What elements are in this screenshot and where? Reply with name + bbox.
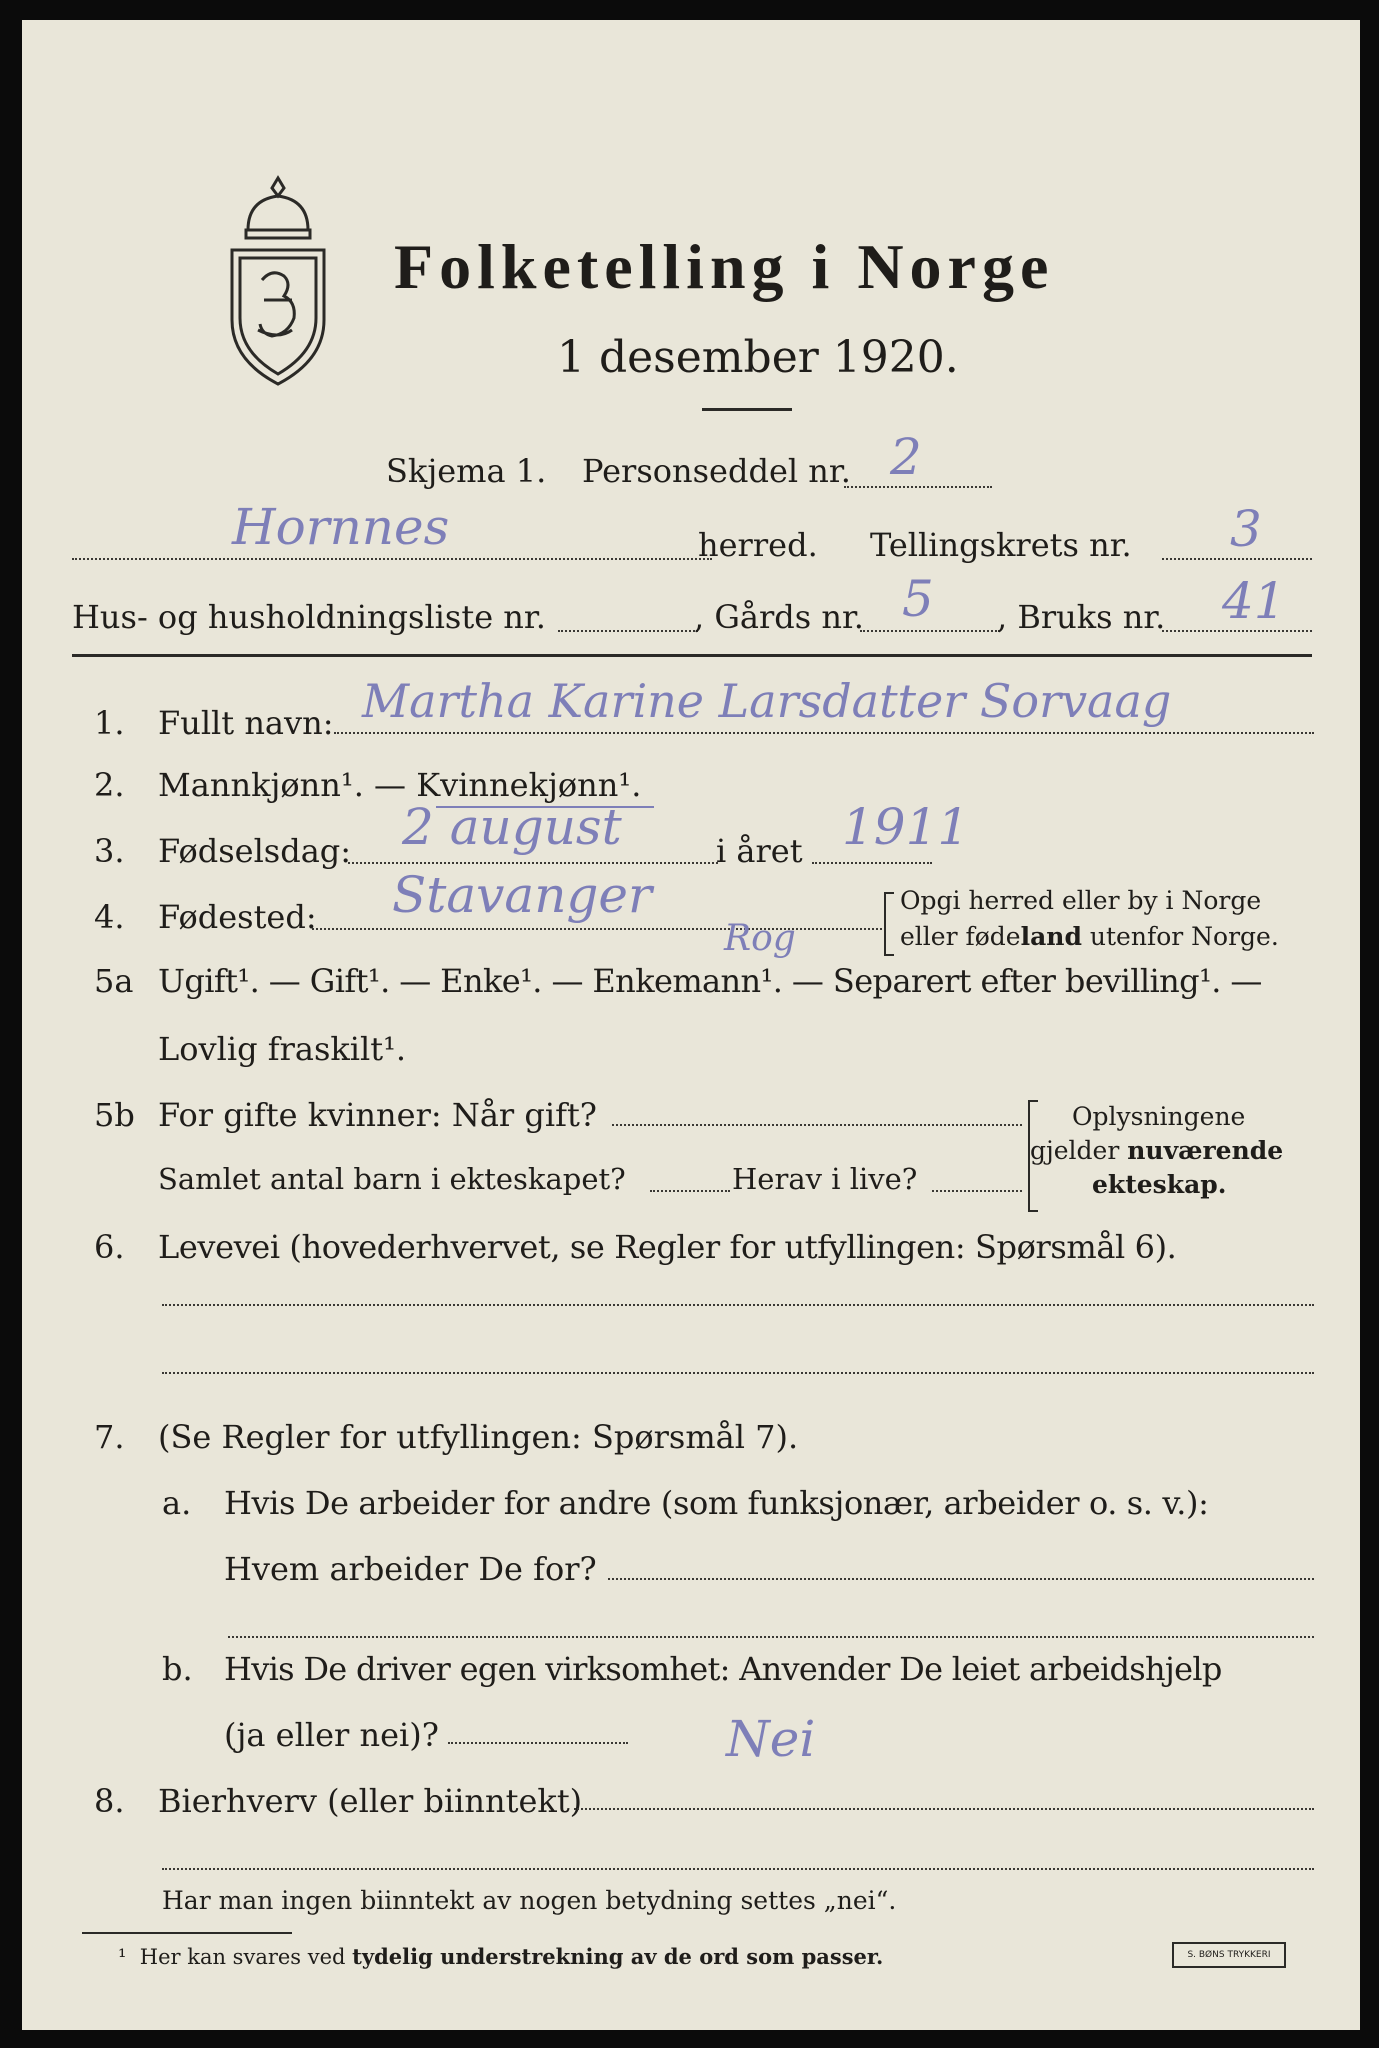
bruks-label: , Bruks nr.: [997, 598, 1166, 636]
q4-label: Fødested:: [158, 898, 317, 936]
q7-number: 7.: [94, 1418, 125, 1456]
q6-label: Levevei (hovederhvervet, se Regler for utfyllingen: Spørsmål 6).: [158, 1228, 1177, 1266]
q3-value: 2 august: [402, 798, 622, 856]
q7a-number: a.: [162, 1484, 192, 1522]
q2-number: 2.: [94, 766, 125, 804]
q5a-label: Ugift¹. — Gift¹. — Enke¹. — Enkemann¹. — Separert efter bevilling¹. —: [158, 962, 1262, 1000]
q1-line: [334, 732, 1314, 734]
gards-value: 5: [902, 570, 934, 628]
q6-line-2: [162, 1372, 1314, 1374]
printer-stamp: [1172, 1942, 1286, 1968]
herred-label: herred.: [698, 526, 818, 564]
printer-stamp-text: S. BØNS TRYKKERI: [1187, 1950, 1271, 1960]
q5b-number: 5b: [94, 1096, 135, 1134]
q5b-note-3: ekteskap.: [1092, 1170, 1227, 1199]
q1-number: 1.: [94, 704, 125, 742]
q4-brace: [884, 892, 894, 956]
q4-note-2: [900, 922, 1279, 951]
q7b-number: b.: [162, 1650, 193, 1688]
q5b-label: For gifte kvinner: Når gift?: [158, 1096, 597, 1134]
q7b-value: Nei: [726, 1710, 816, 1768]
q5b-children-line: [650, 1190, 730, 1192]
q8-number: 8.: [94, 1782, 125, 1820]
census-form: [22, 20, 1360, 2030]
q5b-label-3: Herav i live?: [732, 1162, 918, 1196]
form-title: Folketelling i Norge: [394, 231, 1055, 302]
q5a-number: 5a: [94, 962, 134, 1000]
bruks-line: [1162, 630, 1312, 632]
q8-label: Bierhverv (eller biinntekt): [158, 1782, 583, 1820]
footnote-text-a: Her kan svares ved: [139, 1945, 353, 1969]
q3-year-line: [812, 862, 932, 864]
tellingskrets-value: 3: [1230, 500, 1262, 558]
header-rule: [72, 654, 1312, 657]
q3-label: Fødselsdag:: [158, 832, 352, 870]
q7b-label: Hvis De driver egen virksomhet: Anvender De leiet arbeidshjelp: [224, 1650, 1222, 1688]
q5b-note-2: [1030, 1136, 1283, 1165]
hus-label: Hus- og husholdningsliste nr.: [72, 598, 546, 636]
q5b-note-1: Oplysningene: [1072, 1102, 1246, 1131]
gards-label: , Gårds nr.: [694, 598, 864, 636]
q4-value-2: Rog: [724, 918, 796, 959]
tellingskrets-line: [1162, 558, 1312, 560]
q4-note-2-a: eller føde: [900, 922, 1021, 951]
q6-line-1: [162, 1304, 1314, 1306]
biinntekt-note: Har man ingen biinntekt av nogen betydning settes „nei“.: [162, 1886, 897, 1915]
q7a-line-2: [228, 1636, 1314, 1638]
footnote: [118, 1944, 883, 1969]
q7a-label-2: Hvem arbeider De for?: [224, 1550, 597, 1588]
q7a-label: Hvis De arbeider for andre (som funksjonær, arbeider o. s. v.):: [224, 1484, 1209, 1522]
q5a-label-2: Lovlig fraskilt¹.: [158, 1030, 407, 1068]
personseddel-label: Personseddel nr.: [582, 452, 851, 490]
q7b-label-2: (ja eller nei)?: [224, 1716, 439, 1754]
coat-of-arms-icon: [218, 170, 338, 390]
q3-year-value: 1911: [842, 798, 970, 856]
q3-year-label: i året: [716, 832, 803, 870]
tellingskrets-label: Tellingskrets nr.: [870, 526, 1132, 564]
q3-number: 3.: [94, 832, 125, 870]
q7b-line: [448, 1742, 628, 1744]
q4-note-2-b: land: [1020, 922, 1082, 951]
herred-line: [72, 558, 712, 560]
q1-label: Fullt navn:: [158, 704, 334, 742]
q5b-label-2: Samlet antal barn i ekteskapet?: [158, 1162, 626, 1196]
q8-line-1: [574, 1808, 1314, 1810]
herred-value: Hornnes: [232, 498, 450, 556]
q4-number: 4.: [94, 898, 125, 936]
q4-note-1: Opgi herred eller by i Norge: [900, 886, 1262, 915]
q4-value: Stavanger: [392, 866, 652, 924]
q4-note-2-c: utenfor Norge.: [1081, 922, 1279, 951]
q5b-alive-line: [932, 1190, 1022, 1192]
q3-day-line: [348, 862, 718, 864]
personseddel-value: 2: [890, 428, 922, 486]
q8-line-2: [162, 1868, 1314, 1870]
census-date: 1 desember 1920.: [557, 332, 959, 383]
skjema-label: Skjema 1.: [386, 452, 547, 490]
q6-number: 6.: [94, 1228, 125, 1266]
q7a-line-1: [608, 1578, 1314, 1580]
footnote-mark: ¹: [118, 1945, 127, 1969]
title-rule: [702, 408, 792, 411]
personseddel-line: [844, 486, 992, 488]
footnote-rule: [82, 1932, 292, 1934]
q4-line: [312, 928, 882, 930]
q7-label: (Se Regler for utfyllingen: Spørsmål 7).: [158, 1418, 799, 1456]
gards-line: [860, 630, 1000, 632]
q5b-note-2-b: nuværende: [1127, 1136, 1284, 1165]
footnote-text-b: tydelig understrekning av de ord som passer.: [352, 1944, 884, 1969]
q2-label: Mannkjønn¹. — Kvinnekjønn¹.: [158, 766, 642, 804]
hus-line: [558, 630, 698, 632]
q5b-married-line: [612, 1124, 1022, 1126]
q1-value: Martha Karine Larsdatter Sorvaag: [362, 674, 1172, 728]
bruks-value: 41: [1222, 572, 1286, 630]
q5b-note-2-a: gjelder: [1030, 1136, 1128, 1165]
